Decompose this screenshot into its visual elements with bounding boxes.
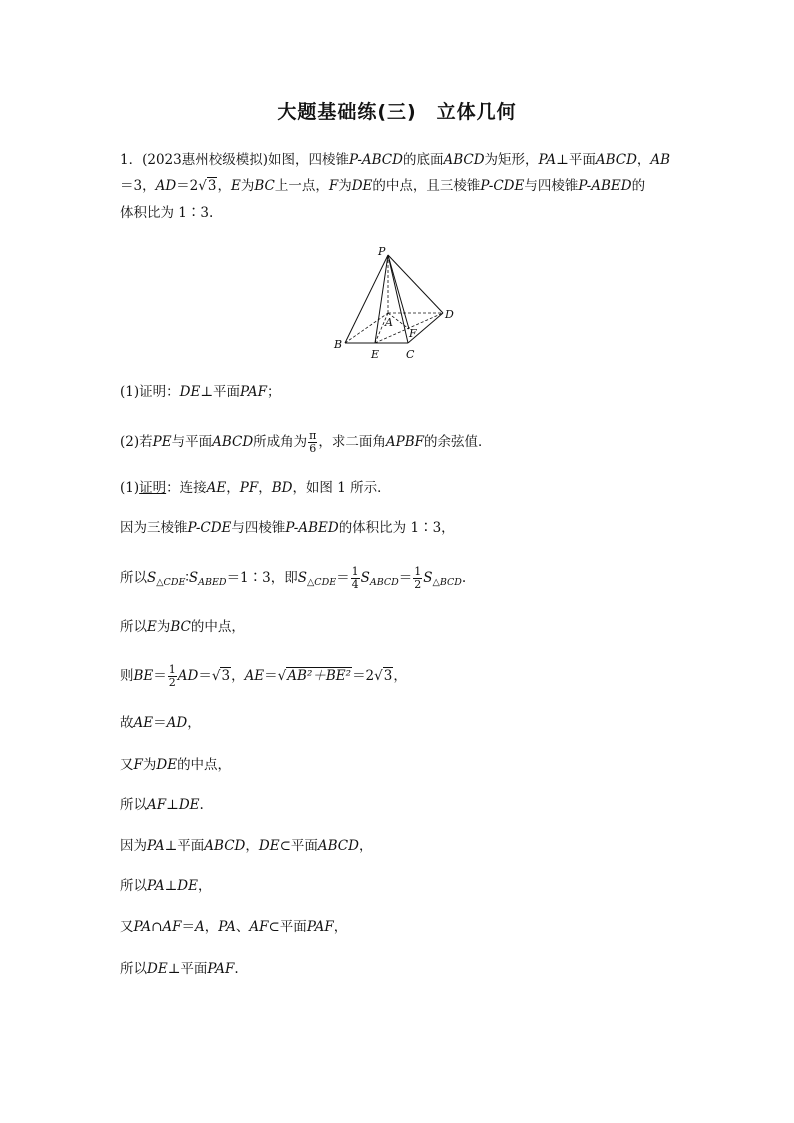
question-2: (2)若PE与平面ABCD所成角为 $\frac{\pi}{6}$ ，求二面角APBF的余弦值．	[120, 429, 492, 455]
solution-line-2: 因为三棱锥P-CDE与四棱锥P-ABED的体积比为 1∶3，	[120, 520, 455, 536]
label-A: A	[385, 316, 393, 329]
pyramid-figure	[330, 240, 470, 365]
solution-line-11: 又PA∩AF＝A，PA、AF⊂平面PAF，	[120, 919, 348, 935]
question-1: (1)证明：DE⊥平面PAF；	[120, 384, 281, 400]
solution-line-10: 所以PA⊥DE，	[120, 878, 212, 894]
problem-line-2: ＝3，AD＝2√3，E为BC上一点，F为DE的中点，且三棱锥P-CDE与四棱锥P-ABED的	[120, 178, 646, 194]
problem-line-3: 体积比为 1∶3.	[120, 205, 214, 221]
label-P: P	[378, 245, 386, 258]
label-E: E	[371, 348, 380, 361]
solution-line-3: 所以$S_{\triangle CDE}∶S_{ABED}=1∶3$，即$S_{\triangle CDE}=$ $\frac{1}{4}$ $S_{ABCD}=$ $\frac{1}{2}$ $S_{\triangle BCD}$.	[120, 565, 467, 591]
solution-line-7: 又F为DE的中点，	[120, 757, 232, 773]
proof-tag: 证明	[139, 480, 167, 496]
solution-line-9: 因为PA⊥平面ABCD，DE⊂平面ABCD，	[120, 838, 373, 854]
solution-line-12: 所以DE⊥平面PAF.	[120, 961, 239, 977]
label-C: C	[406, 348, 415, 361]
label-F: F	[409, 327, 417, 340]
solution-line-1: (1)证明：连接AE，PF，BD，如图 1 所示．	[120, 480, 391, 496]
solution-line-8: 所以AF⊥DE.	[120, 797, 204, 813]
label-B: B	[334, 338, 343, 351]
solution-line-6: 故AE＝AD，	[120, 715, 201, 731]
solution-line-4: 所以E为BC的中点，	[120, 619, 245, 635]
solution-line-5: 则BE＝ $\frac{1}{2}$ AD＝√3，AE＝√AB²＋BE²＝2√3，	[120, 663, 407, 689]
label-D: D	[445, 308, 454, 321]
problem-line-1: 1．(2023惠州校级模拟)如图，四棱锥P-ABCD的底面ABCD为矩形，PA⊥平面ABCD，AB	[120, 152, 671, 168]
page-title: 大题基础练(三) 立体几何	[277, 101, 517, 123]
